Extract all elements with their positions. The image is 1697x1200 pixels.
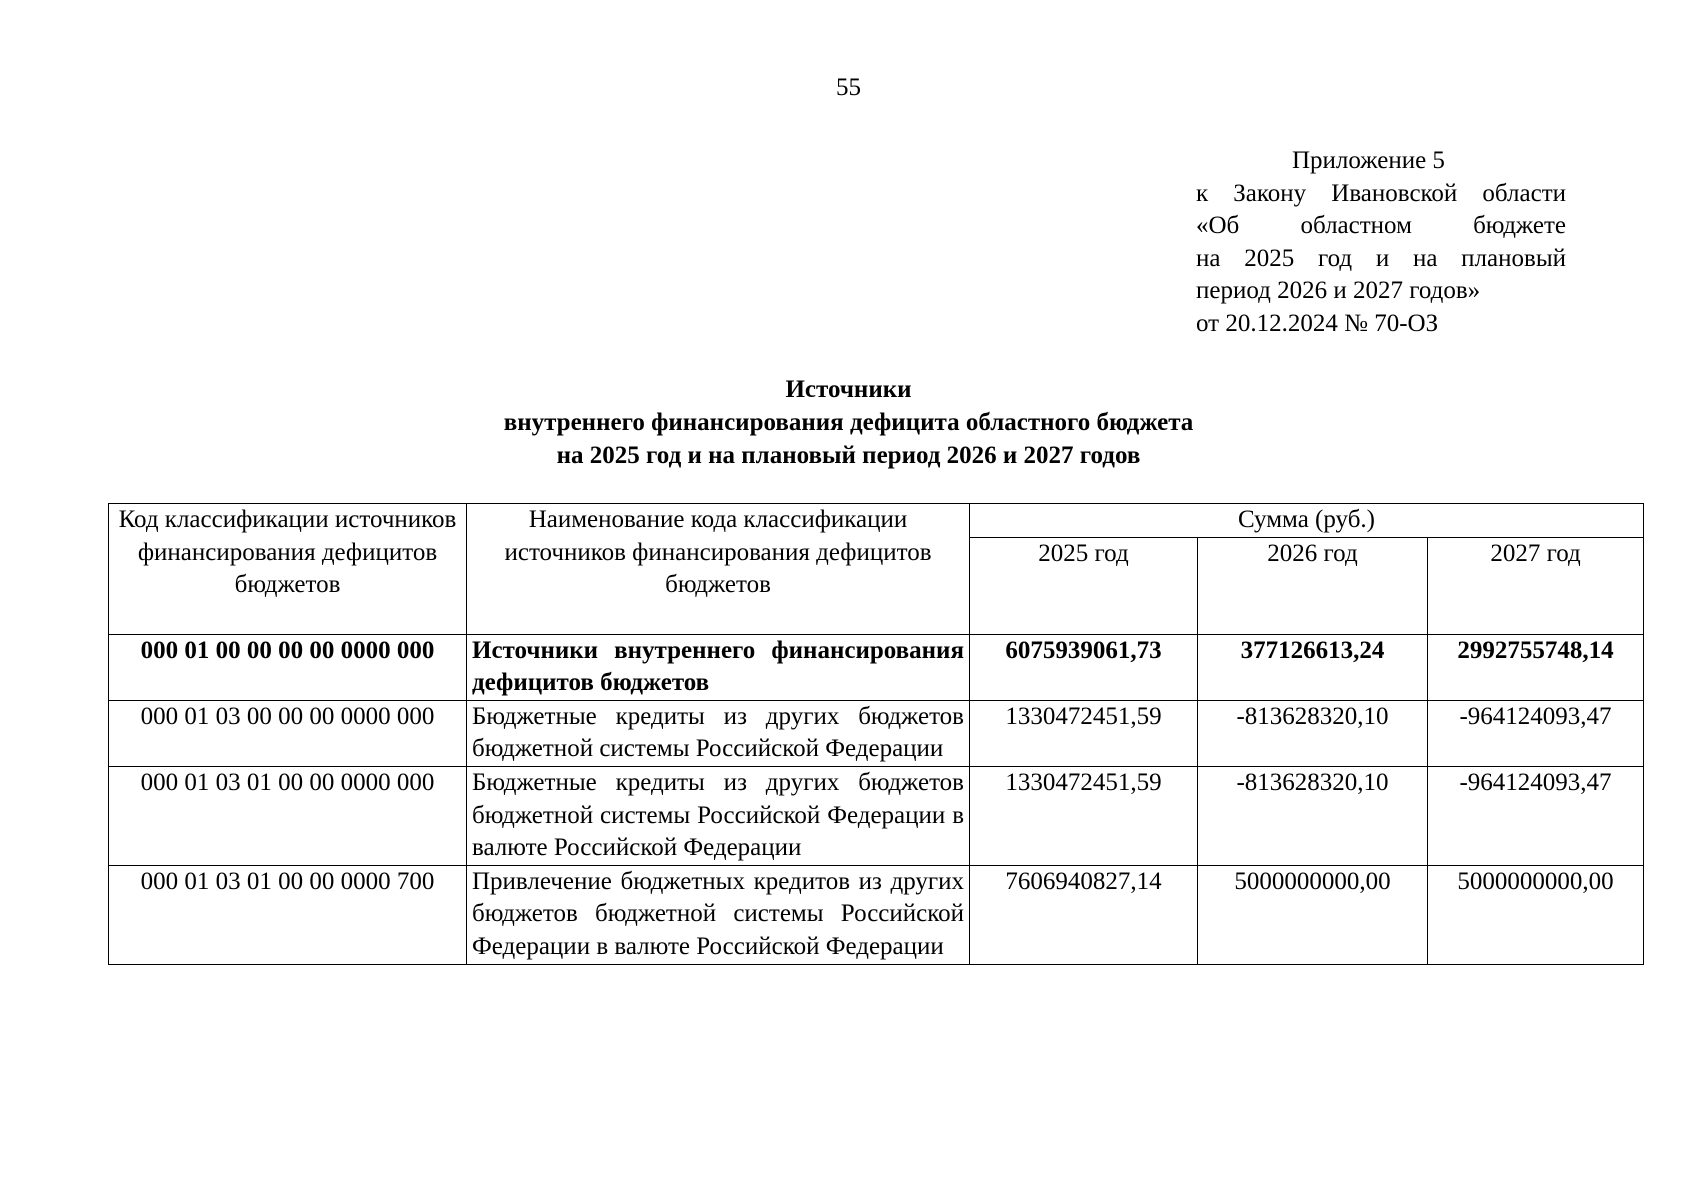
appendix-line: период 2026 и 2027 годов» xyxy=(1196,277,1481,304)
cell-2027: 2992755748,14 xyxy=(1428,634,1644,700)
table-row xyxy=(109,634,1644,700)
appendix-line: на 2025 год и на плановый xyxy=(1196,244,1566,272)
sources-table xyxy=(108,503,1644,965)
cell-2027: -964124093,47 xyxy=(1428,700,1644,766)
header-year-2026: 2026 год xyxy=(1198,537,1428,634)
table-row xyxy=(109,766,1644,865)
cell-2025: 7606940827,14 xyxy=(970,865,1198,964)
cell-2025: 6075939061,73 xyxy=(970,634,1198,700)
cell-code: 000 01 03 01 00 00 0000 700 xyxy=(109,865,467,964)
appendix-block xyxy=(1196,145,1566,340)
cell-code: 000 01 03 01 00 00 0000 000 xyxy=(109,766,467,865)
table-header-row xyxy=(109,504,1644,538)
header-year-2027: 2027 год xyxy=(1428,537,1644,634)
cell-name: Источники внутреннего финансирования дефицитов бюджетов xyxy=(467,634,970,700)
cell-2027: -964124093,47 xyxy=(1428,766,1644,865)
title-line: на 2025 год и на плановый период 2026 и 2027 годов xyxy=(556,442,1141,469)
cell-name: Привлечение бюджетных кредитов из других бюджетов бюджетной системы Российской Федерации в валюте Российской Федерации xyxy=(467,865,970,964)
cell-2025: 1330472451,59 xyxy=(970,700,1198,766)
header-year-2025: 2025 год xyxy=(970,537,1198,634)
cell-name: Бюджетные кредиты из других бюджетов бюджетной системы Российской Федерации в валюте Российской Федерации xyxy=(467,766,970,865)
appendix-title: Приложение 5 xyxy=(1292,147,1445,174)
cell-code: 000 01 00 00 00 00 0000 000 xyxy=(109,634,467,700)
cell-2026: 377126613,24 xyxy=(1198,634,1428,700)
cell-2027: 5000000000,00 xyxy=(1428,865,1644,964)
cell-2026: 5000000000,00 xyxy=(1198,865,1428,964)
page-number: 55 xyxy=(836,74,861,101)
title-line: внутреннего финансирования дефицита областного бюджета xyxy=(503,409,1194,436)
appendix-line: к Закону Ивановской области xyxy=(1196,179,1566,207)
header-sum: Сумма (руб.) xyxy=(970,504,1644,538)
cell-2025: 1330472451,59 xyxy=(970,766,1198,865)
appendix-law-ref: от 20.12.2024 № 70-ОЗ xyxy=(1196,309,1439,337)
table-row xyxy=(109,865,1644,964)
table-row xyxy=(109,700,1644,766)
appendix-line: «Об областном бюджете xyxy=(1196,212,1566,239)
cell-2026: -813628320,10 xyxy=(1198,700,1428,766)
document-title xyxy=(0,373,1697,472)
header-code: Код классификации источников финансирования дефицитов бюджетов xyxy=(109,504,467,635)
header-name: Наименование кода классификации источников финансирования дефицитов бюджетов xyxy=(467,504,970,635)
title-line: Источники xyxy=(785,376,912,403)
cell-name: Бюджетные кредиты из других бюджетов бюджетной системы Российской Федерации xyxy=(467,700,970,766)
cell-code: 000 01 03 00 00 00 0000 000 xyxy=(109,700,467,766)
cell-2026: -813628320,10 xyxy=(1198,766,1428,865)
